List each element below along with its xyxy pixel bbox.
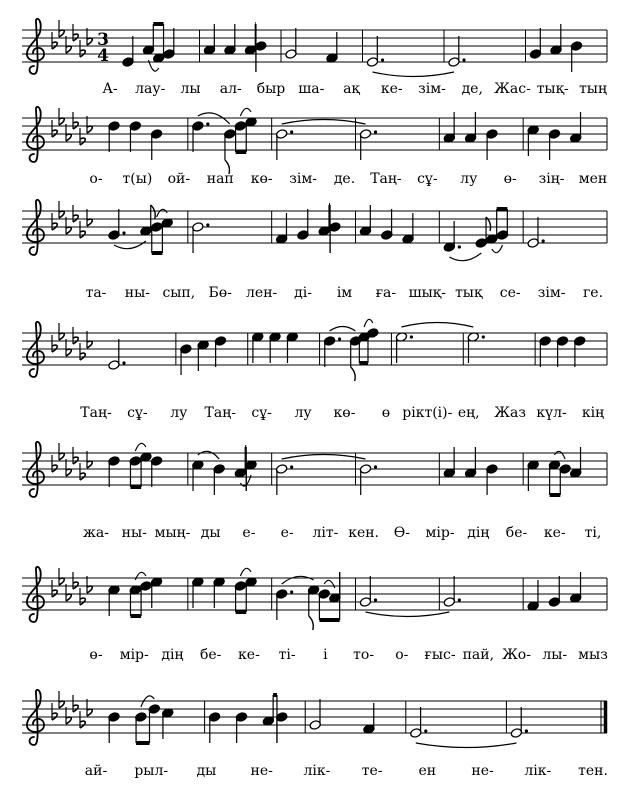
lyric-syllable: быр xyxy=(256,81,286,97)
lyric-syllable: лы- xyxy=(542,647,568,663)
lyric-syllable: ды xyxy=(200,525,221,541)
lyric-syllable: ал- xyxy=(219,81,242,97)
measure xyxy=(323,328,379,381)
staff-system xyxy=(22,690,608,779)
lyric-syllable: Таң- xyxy=(80,405,112,421)
lyric-syllable: те- xyxy=(361,763,383,779)
measure xyxy=(359,576,377,607)
lyric-syllable: рыл- xyxy=(134,763,169,779)
measure xyxy=(359,464,377,495)
lyric-syllable: е- xyxy=(280,525,294,541)
lyric-syllable: мен xyxy=(578,171,608,187)
lyric-syllable: літ- xyxy=(312,525,339,541)
lyric-syllable: мір- xyxy=(425,525,455,541)
measure xyxy=(366,36,384,67)
lyric-syllable: лен- xyxy=(246,285,278,301)
lyric-syllable: тық xyxy=(455,285,483,301)
lyric-syllable: се- xyxy=(499,285,521,301)
measure xyxy=(108,704,174,743)
lyrics-line xyxy=(102,81,607,97)
lyric-syllable: лік- xyxy=(303,763,331,779)
measure xyxy=(443,576,461,607)
lyric-syllable: Жаз xyxy=(494,405,527,421)
lyric-syllable: ті, xyxy=(584,525,602,541)
measure xyxy=(192,117,258,174)
measure xyxy=(448,36,466,67)
measure xyxy=(527,217,545,248)
lyric-syllable: кен. xyxy=(348,525,380,541)
lyric-syllable: Жо- xyxy=(502,647,531,663)
lyric-syllable: де, xyxy=(461,81,483,97)
measure xyxy=(192,447,258,495)
lyric-syllable: ө xyxy=(381,405,391,421)
lyric-syllable: ө- xyxy=(503,171,517,187)
measure xyxy=(443,447,498,495)
measure xyxy=(252,332,299,363)
measure xyxy=(359,129,377,160)
lyric-syllable: ке- xyxy=(238,647,260,663)
lyric-syllable: ім xyxy=(336,285,353,301)
lyric-syllable: лау- xyxy=(135,81,166,97)
measure xyxy=(108,339,126,370)
measure xyxy=(275,205,341,253)
lyric-syllable: сұ- xyxy=(417,171,438,187)
lyric-syllable: ті- xyxy=(278,647,296,663)
lyrics-line xyxy=(83,525,601,541)
lyric-syllable: ай- xyxy=(84,763,108,779)
lyric-syllable: бе- xyxy=(199,647,222,663)
lyric-syllable: не- xyxy=(250,763,273,779)
lyric-syllable: кө- xyxy=(333,405,356,421)
lyric-syllable: кө- xyxy=(250,171,273,187)
measure xyxy=(275,129,293,160)
lyric-syllable: та- xyxy=(85,285,107,301)
lyric-syllable: ғыс- xyxy=(424,647,456,663)
lyric-syllable: Таң- xyxy=(204,405,236,421)
lyric-syllable: лу xyxy=(460,171,478,187)
measure xyxy=(529,24,582,72)
lyric-syllable: Ө- xyxy=(393,525,410,541)
lyric-syllable: Жас- xyxy=(494,81,531,97)
lyrics-line xyxy=(86,285,603,301)
lyric-syllable: зім- xyxy=(289,171,317,187)
lyric-syllable: жа- xyxy=(83,525,109,541)
lyric-syllable: зің- xyxy=(538,171,565,187)
time-signature-beats: 3 xyxy=(97,30,109,50)
measure xyxy=(192,222,210,253)
measure xyxy=(443,112,498,160)
lyric-syllable: рікт(і)- xyxy=(402,405,453,421)
lyric-syllable: лу xyxy=(294,405,312,421)
lyric-syllable: бе- xyxy=(505,525,528,541)
lyric-syllable: е- xyxy=(242,525,256,541)
measure xyxy=(539,336,586,367)
lyric-syllable: ен xyxy=(418,763,437,779)
staff-system xyxy=(22,200,607,301)
lyric-syllable: сып, xyxy=(162,285,196,301)
lyric-syllable: зім- xyxy=(418,81,446,97)
measure xyxy=(527,112,582,160)
lyric-syllable: пай, xyxy=(462,647,495,663)
lyric-syllable: А- xyxy=(102,81,118,97)
lyric-syllable: кің xyxy=(581,405,605,421)
lyric-syllable: зім- xyxy=(537,285,566,301)
lyric-syllable: ең, xyxy=(457,405,480,421)
lyrics-line xyxy=(89,647,607,663)
measure xyxy=(467,332,485,363)
lyric-syllable: ды xyxy=(196,763,217,779)
lyric-syllable: о- xyxy=(89,171,103,187)
measure xyxy=(180,336,227,375)
time-signature-unit: 4 xyxy=(97,46,109,66)
staff-system xyxy=(22,319,607,421)
lyric-syllable: ша- xyxy=(298,81,325,97)
lyric-syllable: мыз xyxy=(578,647,608,663)
lyric-syllable: тың xyxy=(579,81,607,97)
measure xyxy=(108,121,163,160)
lyric-syllable: сұ- xyxy=(127,405,148,421)
staff-lines xyxy=(22,30,607,62)
measure xyxy=(275,464,293,495)
lyric-syllable: тық- xyxy=(536,81,569,97)
lyric-syllable: ны- xyxy=(124,285,151,301)
lyric-syllable: дің xyxy=(467,525,490,541)
lyric-syllable: тен. xyxy=(578,763,608,779)
lyric-syllable: күл- xyxy=(536,405,567,421)
lyric-syllable: ді- xyxy=(294,285,312,301)
measure xyxy=(108,205,174,253)
measure xyxy=(208,695,288,743)
lyric-syllable: лы xyxy=(180,81,201,97)
lyric-syllable: лу xyxy=(170,405,188,421)
lyric-syllable: де. xyxy=(333,171,356,187)
lyric-syllable: ақ xyxy=(343,81,360,97)
lyric-syllable: ны- xyxy=(121,525,147,541)
lyric-syllable: ке- xyxy=(380,81,403,97)
lyric-syllable: лік- xyxy=(524,763,552,779)
measure xyxy=(510,707,528,738)
measure xyxy=(410,707,428,738)
lyric-syllable: т(ы) xyxy=(122,171,153,187)
staff-lines xyxy=(22,333,607,365)
lyrics-line xyxy=(85,763,608,779)
lyric-syllable: Бө- xyxy=(208,285,232,301)
lyric-syllable: дің xyxy=(161,647,184,663)
lyric-syllable: нап xyxy=(206,171,234,187)
lyric-syllable: то- xyxy=(353,647,375,663)
lyric-syllable: не- xyxy=(471,763,494,779)
lyric-syllable: Таң- xyxy=(370,171,402,187)
lyric-syllable: ке- xyxy=(543,525,566,541)
lyrics-line xyxy=(89,171,607,187)
lyric-syllable: мір- xyxy=(119,647,149,663)
lyric-syllable: ге. xyxy=(582,285,604,301)
lyric-syllable: о- xyxy=(395,647,409,663)
staff-system xyxy=(22,107,607,187)
lyric-syllable: ө- xyxy=(89,647,103,663)
lyric-syllable: ға- xyxy=(375,285,397,301)
staff-system xyxy=(22,442,607,541)
staff-system xyxy=(22,567,608,663)
measure xyxy=(395,332,413,363)
lyric-syllable: ой- xyxy=(167,171,191,187)
lyric-syllable: шық- xyxy=(408,285,447,301)
staff-system xyxy=(22,19,607,97)
measure xyxy=(443,209,509,252)
lyric-syllable: мың- xyxy=(154,525,191,541)
measure xyxy=(203,24,267,72)
lyric-syllable: і xyxy=(323,647,328,663)
lyrics-line xyxy=(80,405,604,421)
time-signature xyxy=(97,30,109,66)
lyric-syllable: сұ- xyxy=(251,405,272,421)
